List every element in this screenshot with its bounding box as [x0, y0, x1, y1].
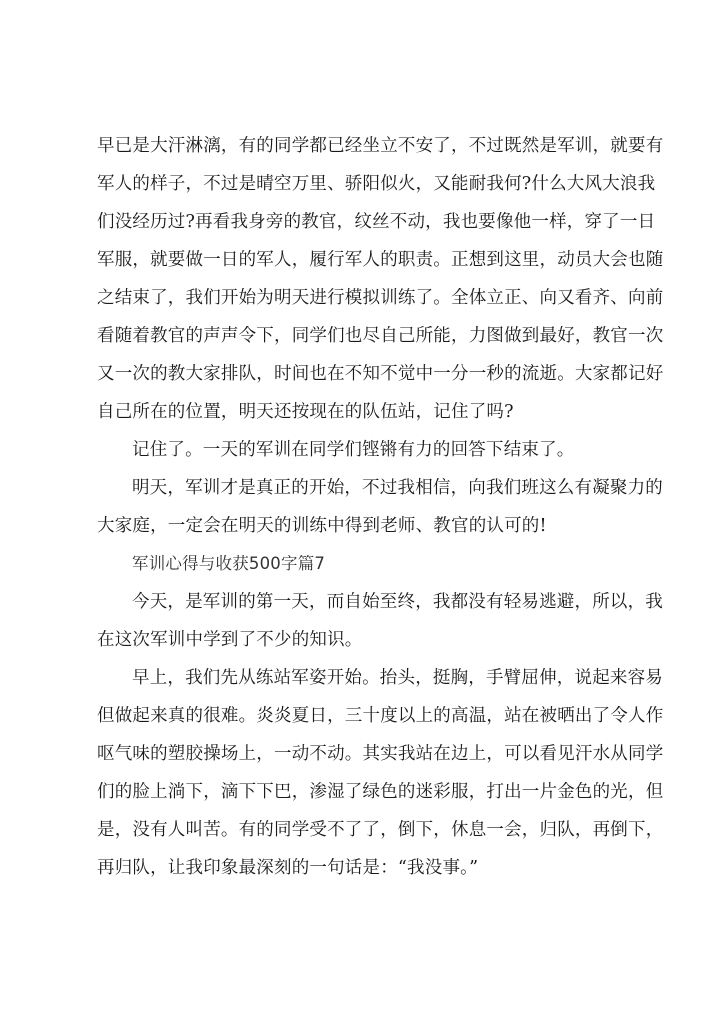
- paragraph-line: 之结束了，我们开始为明天进行模拟训练了。全体立正、向又看齐、向前: [97, 288, 664, 308]
- paragraph-line: 们的脸上淌下，滴下下巴，渗湿了绿色的迷彩服，打出一片金色的光，但: [97, 782, 664, 802]
- paragraph-line: 再归队，让我印象最深刻的一句话是：“我没事。”: [97, 858, 479, 878]
- paragraph-line: 但做起来真的很难。炎炎夏日，三十度以上的高温，站在被晒出了令人作: [97, 706, 664, 726]
- paragraph-line: 看随着教官的声声令下，同学们也尽自己所能，力图做到最好，教官一次: [97, 326, 664, 346]
- paragraph-line: 自己所在的位置，明天还按现在的队伍站，记住了吗?: [97, 402, 514, 422]
- paragraph-line: 呕气味的塑胶操场上，一动不动。其实我站在边上，可以看见汗水从同学: [97, 744, 664, 764]
- paragraph-line: 是，没有人叫苦。有的同学受不了了，倒下，休息一会，归队，再倒下，: [97, 820, 664, 840]
- paragraph-line: 早已是大汗淋漓，有的同学都已经坐立不安了，不过既然是军训，就要有: [97, 136, 664, 156]
- paragraph-line: 们没经历过?再看我身旁的教官，纹丝不动，我也要像他一样，穿了一日: [97, 212, 656, 232]
- paragraph-line: 军人的样子，不过是晴空万里、骄阳似火，又能耐我何?什么大风大浪我: [97, 174, 656, 194]
- paragraph-line: 军服，就要做一日的军人，履行军人的职责。正想到这里，动员大会也随: [97, 250, 664, 270]
- paragraph-line: 记住了。一天的军训在同学们铿锵有力的回答下结束了。: [132, 440, 575, 460]
- section-heading: 军训心得与收获500字篇7: [132, 554, 326, 573]
- paragraph-line: 今天，是军训的第一天，而自始至终，我都没有轻易逃避，所以，我: [132, 592, 663, 612]
- paragraph-line: 又一次的教大家排队，时间也在不知不觉中一分一秒的流逝。大家都记好: [97, 364, 664, 384]
- paragraph-line: 大家庭，一定会在明天的训练中得到老师、教官的认可的!: [97, 516, 547, 536]
- paragraph-line: 在这次军训中学到了不少的知识。: [97, 630, 363, 650]
- paragraph-line: 明天，军训才是真正的开始，不过我相信，向我们班这么有凝聚力的: [132, 478, 663, 498]
- paragraph-line: 早上，我们先从练站军姿开始。抬头，挺胸，手臂屈伸，说起来容易: [132, 668, 663, 688]
